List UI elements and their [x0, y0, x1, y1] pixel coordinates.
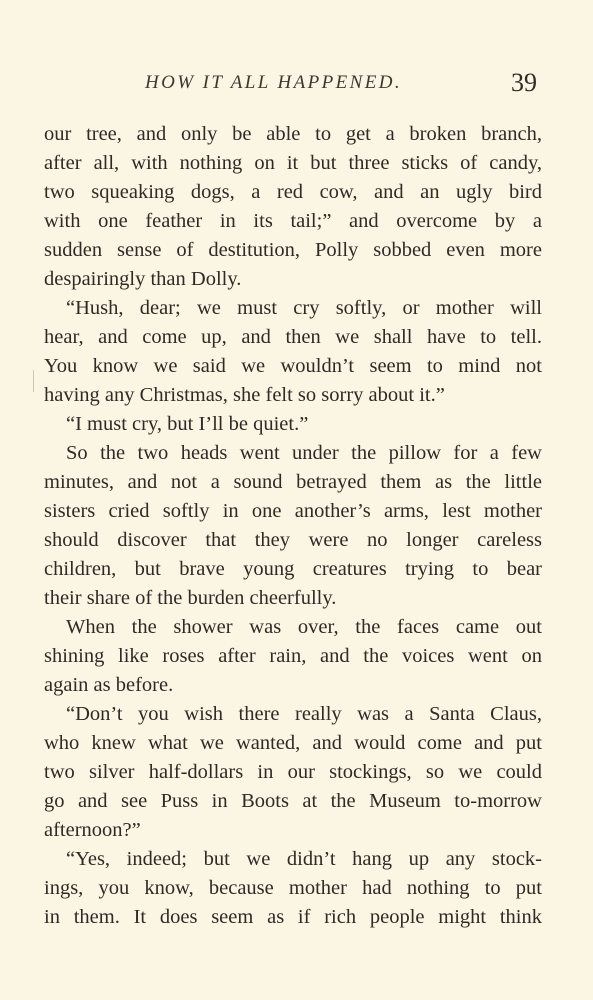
- page-number: 39: [511, 68, 537, 97]
- margin-mark: [33, 370, 34, 392]
- text-line: having any Christmas, she felt so sorry about it.”: [44, 384, 445, 406]
- text-line: So the two heads went under the pillow for a few: [66, 442, 542, 464]
- text-line: hear, and come up, and then we shall have to tell.: [44, 326, 542, 348]
- paragraph: [44, 845, 542, 932]
- running-title: HOW IT ALL HAPPENED.: [145, 72, 403, 93]
- text-line: our tree, and only be able to get a broken branch,: [44, 123, 542, 145]
- text-line: “Don’t you wish there really was a Santa Claus,: [66, 703, 542, 725]
- text-line: children, but brave young creatures trying to bear: [44, 558, 542, 580]
- text-line: “Yes, indeed; but we didn’t hang up any stock-: [66, 848, 542, 870]
- paragraph: [44, 700, 542, 845]
- text-line: in them. It does seem as if rich people might think: [44, 906, 542, 928]
- text-line: When the shower was over, the faces came out: [66, 616, 542, 638]
- text-line: “Hush, dear; we must cry softly, or mother will: [66, 297, 542, 319]
- text-line: two squeaking dogs, a red cow, and an ugly bird: [44, 181, 542, 203]
- text-line: after all, with nothing on it but three sticks of candy,: [44, 152, 542, 174]
- paragraph: [44, 613, 542, 700]
- paragraph: [44, 120, 542, 294]
- text-body: [44, 120, 542, 932]
- text-line: go and see Puss in Boots at the Museum to-morrow: [44, 790, 542, 812]
- paragraph: [44, 410, 542, 439]
- text-line: shining like roses after rain, and the voices went on: [44, 645, 542, 667]
- text-line: “I must cry, but I’ll be quiet.”: [66, 413, 309, 435]
- paragraph: [44, 439, 542, 613]
- text-line: minutes, and not a sound betrayed them as the little: [44, 471, 542, 493]
- text-line: ings, you know, because mother had nothing to put: [44, 877, 542, 899]
- text-line: sisters cried softly in one another’s arms, lest mother: [44, 500, 542, 522]
- running-head: [0, 68, 593, 100]
- text-line: afternoon?”: [44, 819, 141, 841]
- text-line: their share of the burden cheerfully.: [44, 587, 337, 609]
- text-line: who knew what we wanted, and would come and put: [44, 732, 542, 754]
- text-line: two silver half-dollars in our stockings, so we could: [44, 761, 542, 783]
- text-line: should discover that they were no longer careless: [44, 529, 542, 551]
- text-line: again as before.: [44, 674, 174, 696]
- text-line: despairingly than Dolly.: [44, 268, 242, 290]
- text-line: You know we said we wouldn’t seem to mind not: [44, 355, 542, 377]
- text-line: sudden sense of destitution, Polly sobbed even more: [44, 239, 542, 261]
- text-line: with one feather in its tail;” and overcome by a: [44, 210, 542, 232]
- paragraph: [44, 294, 542, 410]
